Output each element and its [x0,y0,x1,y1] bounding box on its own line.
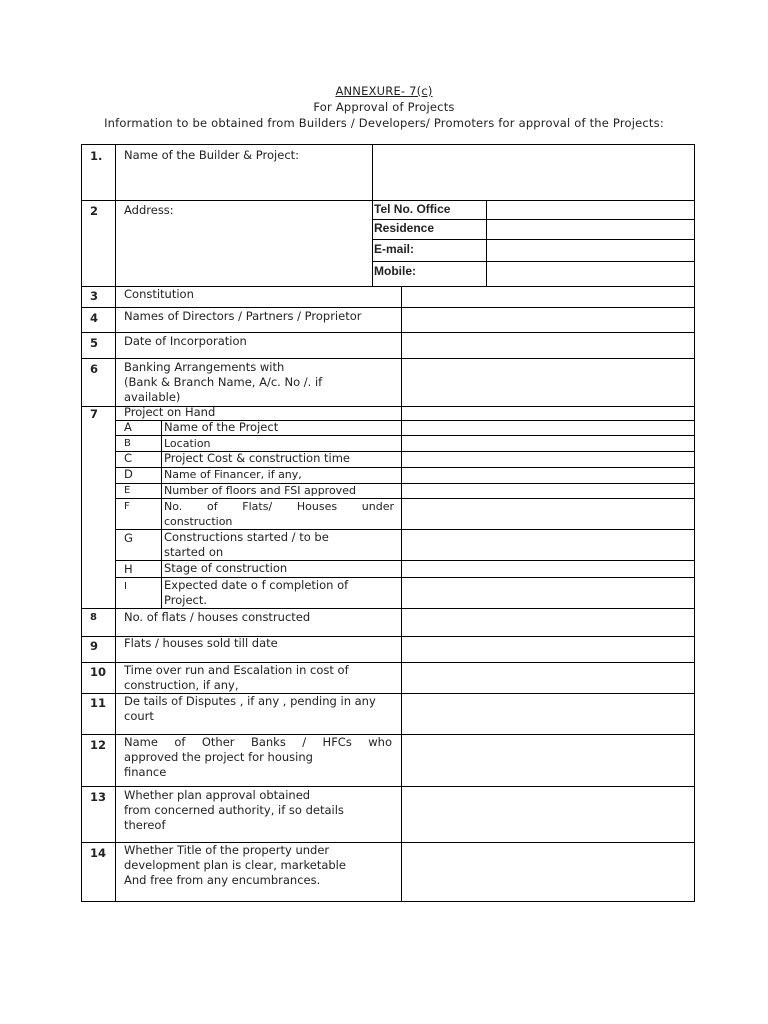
disputes-label-line1: De tails of Disputes , if any , pending in any [124,694,376,708]
incorporation-date-field[interactable] [403,333,694,357]
flats-under-construction-label-line2: construction [164,515,233,528]
constitution-field[interactable] [403,287,694,306]
column-divider [401,286,402,901]
project-cost-field[interactable] [403,452,694,466]
plan-approval-label-line3: thereof [124,818,166,832]
property-title-label-line1: Whether Title of the property under [124,843,330,857]
sub-letter: B [124,438,131,449]
annexure-title: ANNEXURE- 7(c) [335,84,433,98]
flats-sold-field[interactable] [403,637,694,661]
project-info-table [81,144,695,902]
construction-start-field[interactable] [403,530,694,559]
location-label: Location [164,437,211,450]
banking-label-line2: (Bank & Branch Name, A/c. No /. if [124,375,323,389]
project-name-label: Name of the Project [164,420,279,434]
directors-field[interactable] [403,308,694,331]
flats-under-construction-field[interactable] [403,499,694,528]
sub-letter: D [124,467,133,481]
tel-office-label: Tel No. Office [374,202,451,216]
construction-start-label-line2: started on [164,545,224,559]
row-number: 2 [90,204,99,218]
other-banks-label-line2: approved the project for housing [124,750,313,764]
time-overrun-label-line2: construction, if any, [124,678,239,692]
sub-letter: A [124,420,132,434]
row-number: 10 [90,665,107,679]
sub-letter: E [124,485,131,496]
column-divider [372,145,373,286]
property-title-field[interactable] [403,843,694,900]
construction-stage-label: Stage of construction [164,561,288,575]
project-cost-label: Project Cost & construction time [164,451,350,465]
flats-under-construction-label-line1: No. of Flats/ Houses under [164,500,394,513]
column-divider [486,200,487,286]
address-field[interactable] [117,219,371,285]
tel-office-field[interactable] [488,201,694,218]
sub-letter: C [124,451,133,465]
construction-stage-field[interactable] [403,561,694,576]
completion-date-label-line1: Expected date o f completion of [164,578,349,592]
mobile-label: Mobile: [374,264,416,278]
sub-letter: I [124,581,127,592]
construction-start-label-line1: Constructions started / to be [164,530,329,544]
disputes-field[interactable] [403,694,694,733]
property-title-label-line3: And free from any encumbrances. [124,873,321,887]
builder-project-name-label: Name of the Builder & Project: [124,148,300,162]
banking-label-line3: available) [124,390,181,404]
incorporation-date-label: Date of Incorporation [124,334,247,348]
row-number: 5 [90,336,99,350]
builder-project-name-field[interactable] [374,146,694,199]
plan-approval-field[interactable] [403,787,694,841]
sub-letter: H [124,562,133,576]
mobile-field[interactable] [488,262,694,285]
banking-field[interactable] [403,359,694,405]
row-number: 6 [90,362,99,376]
row-number: 12 [90,738,107,752]
row-number: 3 [90,289,99,303]
banking-label-line1: Banking Arrangements with [124,360,285,374]
plan-approval-label-line2: from concerned authority, if so details [124,803,344,817]
floors-fsi-field[interactable] [403,484,694,497]
time-overrun-label-line1: Time over run and Escalation in cost of [124,663,349,677]
project-name-field[interactable] [403,421,694,434]
row-number: 13 [90,790,107,804]
row-number: 9 [90,639,99,653]
disputes-label-line2: court [124,709,154,723]
floors-fsi-label: Number of floors and FSI approved [164,484,356,497]
sub-letter: F [124,501,130,512]
flats-constructed-field[interactable] [403,609,694,635]
row-number: 1. [90,149,103,163]
project-on-hand-label: Project on Hand [124,405,216,419]
other-banks-field[interactable] [403,735,694,785]
row-number: 14 [90,846,107,860]
financer-label: Name of Financer, if any, [164,468,302,481]
time-overrun-field[interactable] [403,663,694,692]
completion-date-field[interactable] [403,578,694,607]
other-banks-label-line1: Name of Other Banks / HFCs who [124,735,392,749]
row-number: 11 [90,696,107,710]
constitution-label: Constitution [124,287,194,301]
column-divider [161,420,162,608]
column-divider [115,145,116,901]
email-label: E-mail: [374,242,415,256]
flats-sold-label: Flats / houses sold till date [124,636,278,650]
location-field[interactable] [403,436,694,450]
residence-field[interactable] [488,220,694,238]
property-title-label-line2: development plan is clear, marketable [124,858,346,872]
email-field[interactable] [488,240,694,260]
row-number: 8 [90,612,97,623]
document-subtitle: For Approval of Projects [313,100,455,114]
residence-label: Residence [374,221,435,235]
document-instructions: Information to be obtained from Builders / Developers/ Promoters for approval of the Projects: [104,116,664,130]
directors-label: Names of Directors / Partners / Proprietor [124,309,362,323]
financer-field[interactable] [403,468,694,482]
plan-approval-label-line1: Whether plan approval obtained [124,788,311,802]
flats-constructed-label: No. of flats / houses constructed [124,610,311,624]
sub-letter: G [124,531,133,545]
completion-date-label-line2: Project. [164,593,208,607]
row-number: 7 [90,407,99,421]
other-banks-label-line3: finance [124,765,167,779]
address-label: Address: [124,203,174,217]
row-number: 4 [90,311,99,325]
